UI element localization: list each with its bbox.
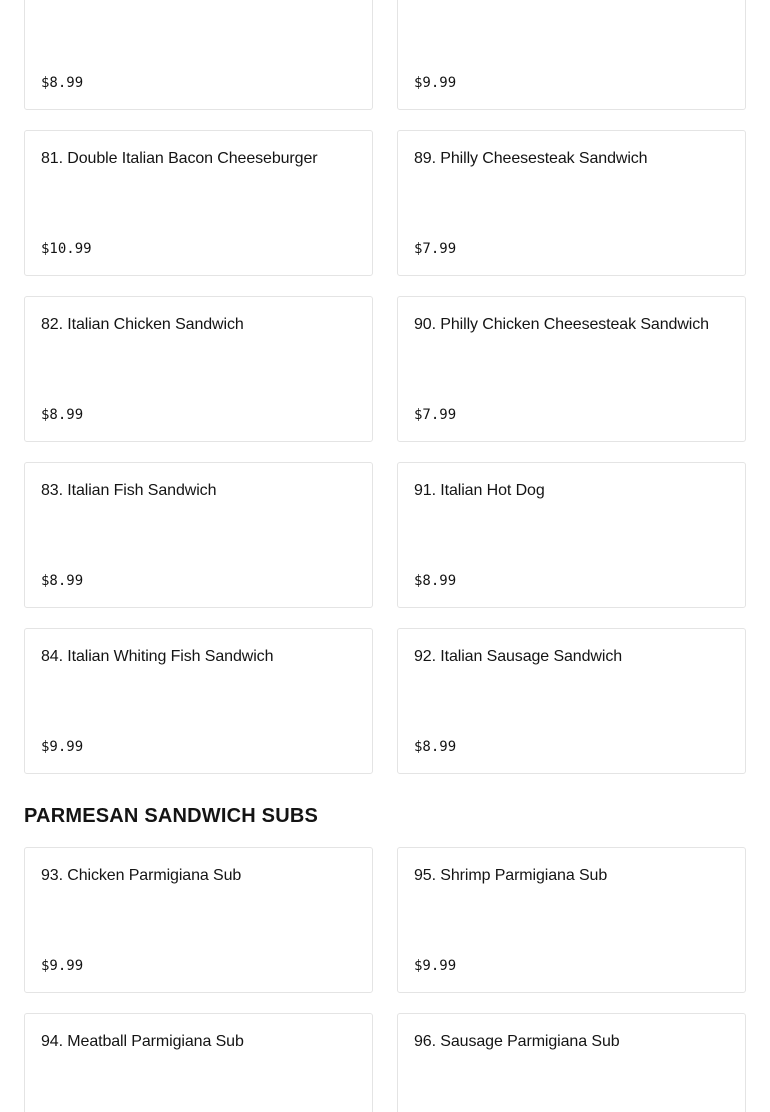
menu-item-price: $9.99 bbox=[41, 739, 84, 755]
menu-item-price: $8.99 bbox=[41, 75, 84, 91]
menu-item-name: 91. Italian Hot Dog bbox=[414, 482, 545, 499]
menu-item-card[interactable] bbox=[24, 130, 373, 276]
menu-item-card[interactable] bbox=[397, 0, 746, 110]
menu-item-name: 89. Philly Cheesesteak Sandwich bbox=[414, 150, 648, 167]
menu-item-price: $9.99 bbox=[414, 75, 457, 91]
menu-item-card[interactable] bbox=[24, 0, 373, 110]
menu-item-price: $9.99 bbox=[414, 958, 457, 974]
menu-grid-top bbox=[24, 0, 746, 774]
menu-item-name: 96. Sausage Parmigiana Sub bbox=[414, 1033, 620, 1050]
menu-item-price: $8.99 bbox=[41, 573, 84, 589]
menu-item-card[interactable] bbox=[24, 847, 373, 993]
menu-item-price: $8.99 bbox=[41, 407, 84, 423]
menu-item-price: $8.99 bbox=[414, 739, 457, 755]
menu-item-name: 95. Shrimp Parmigiana Sub bbox=[414, 867, 608, 884]
menu-item-name: 92. Italian Sausage Sandwich bbox=[414, 648, 623, 665]
menu-item-card[interactable] bbox=[24, 462, 373, 608]
menu-item-card[interactable] bbox=[397, 130, 746, 276]
menu-item-card[interactable] bbox=[397, 296, 746, 442]
section-title: PARMESAN SANDWICH SUBS bbox=[24, 805, 319, 827]
menu-item-name: 93. Chicken Parmigiana Sub bbox=[41, 867, 242, 884]
menu-grid-parmesan bbox=[24, 847, 746, 1112]
menu-item-card[interactable] bbox=[397, 628, 746, 774]
menu-item-name: 94. Meatball Parmigiana Sub bbox=[41, 1033, 244, 1050]
menu-item-card[interactable] bbox=[397, 1013, 746, 1112]
menu-item-card[interactable] bbox=[397, 462, 746, 608]
menu-item-name: 84. Italian Whiting Fish Sandwich bbox=[41, 648, 274, 665]
menu-item-price: $10.99 bbox=[41, 241, 92, 257]
menu-item-card[interactable] bbox=[24, 296, 373, 442]
menu-item-card[interactable] bbox=[397, 847, 746, 993]
menu-item-price: $7.99 bbox=[414, 241, 457, 257]
menu-item-price: $7.99 bbox=[414, 407, 457, 423]
menu-item-card[interactable] bbox=[24, 628, 373, 774]
menu-item-name: 82. Italian Chicken Sandwich bbox=[41, 316, 244, 333]
menu-item-card[interactable] bbox=[24, 1013, 373, 1112]
menu-item-price: $9.99 bbox=[41, 958, 84, 974]
menu-item-name: 81. Double Italian Bacon Cheeseburger bbox=[41, 150, 318, 167]
menu-item-price: $8.99 bbox=[414, 573, 457, 589]
menu-item-name: 83. Italian Fish Sandwich bbox=[41, 482, 217, 499]
menu-item-name: 90. Philly Chicken Cheesesteak Sandwich bbox=[414, 316, 709, 333]
